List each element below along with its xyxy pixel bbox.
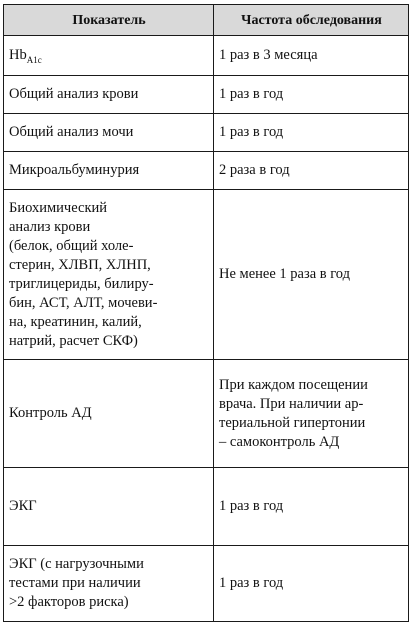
header-frequency: Частота обследования — [214, 5, 409, 36]
indicator-line: на, креатинин, калий, — [9, 313, 142, 330]
table-row — [4, 152, 409, 190]
indicator-line: анализ крови — [9, 218, 91, 235]
frequency-cell: 1 раз в год — [214, 546, 409, 622]
indicator-cell: Общий анализ мочи — [4, 114, 214, 152]
frequency-cell: 1 раз в год — [214, 468, 409, 546]
frequency-cell: Не менее 1 раза в год — [214, 190, 409, 360]
indicator-cell: Контроль АД — [4, 360, 214, 468]
frequency-cell — [214, 360, 409, 468]
indicator-cell — [4, 190, 214, 360]
frequency-line: териальной гипертонии — [219, 414, 366, 431]
indicator-line: натрий, расчет СКФ) — [9, 332, 138, 349]
table-row — [4, 546, 409, 622]
frequency-cell: 1 раз в год — [214, 114, 409, 152]
frequency-line: – самоконтроль АД — [219, 433, 340, 450]
frequency-line: врача. При наличии ар- — [219, 395, 364, 412]
indicator-line: бин, АСТ, АЛТ, мочеви- — [9, 294, 158, 311]
table-row — [4, 468, 409, 546]
frequency-line: При каждом посещении — [219, 376, 368, 393]
screening-table — [3, 4, 409, 622]
indicator-line: тестами при наличии — [9, 575, 141, 591]
table-row — [4, 36, 409, 76]
indicator-line: ЭКГ (с нагрузочными — [9, 556, 144, 572]
indicator-line: >2 факторов риска) — [9, 594, 129, 610]
header-row — [4, 5, 409, 36]
indicator-text: Hb — [9, 47, 27, 63]
indicator-cell — [4, 36, 214, 76]
indicator-subscript: A1c — [26, 55, 42, 65]
indicator-line: триглицериды, билиру- — [9, 275, 154, 292]
table-row — [4, 190, 409, 360]
indicator-cell: ЭКГ — [4, 468, 214, 546]
table-row — [4, 76, 409, 114]
table-row — [4, 114, 409, 152]
indicator-cell — [4, 546, 214, 622]
indicator-line: Биохимический — [9, 199, 108, 216]
frequency-cell: 1 раз в год — [214, 76, 409, 114]
indicator-cell: Общий анализ крови — [4, 76, 214, 114]
frequency-cell: 1 раз в 3 месяца — [214, 36, 409, 76]
header-indicator: Показатель — [4, 5, 214, 36]
table-row — [4, 360, 409, 468]
indicator-line: (белок, общий холе- — [9, 237, 134, 254]
indicator-cell: Микроальбуминурия — [4, 152, 214, 190]
indicator-line: стерин, ХЛВП, ХЛНП, — [9, 256, 151, 273]
frequency-cell: 2 раза в год — [214, 152, 409, 190]
